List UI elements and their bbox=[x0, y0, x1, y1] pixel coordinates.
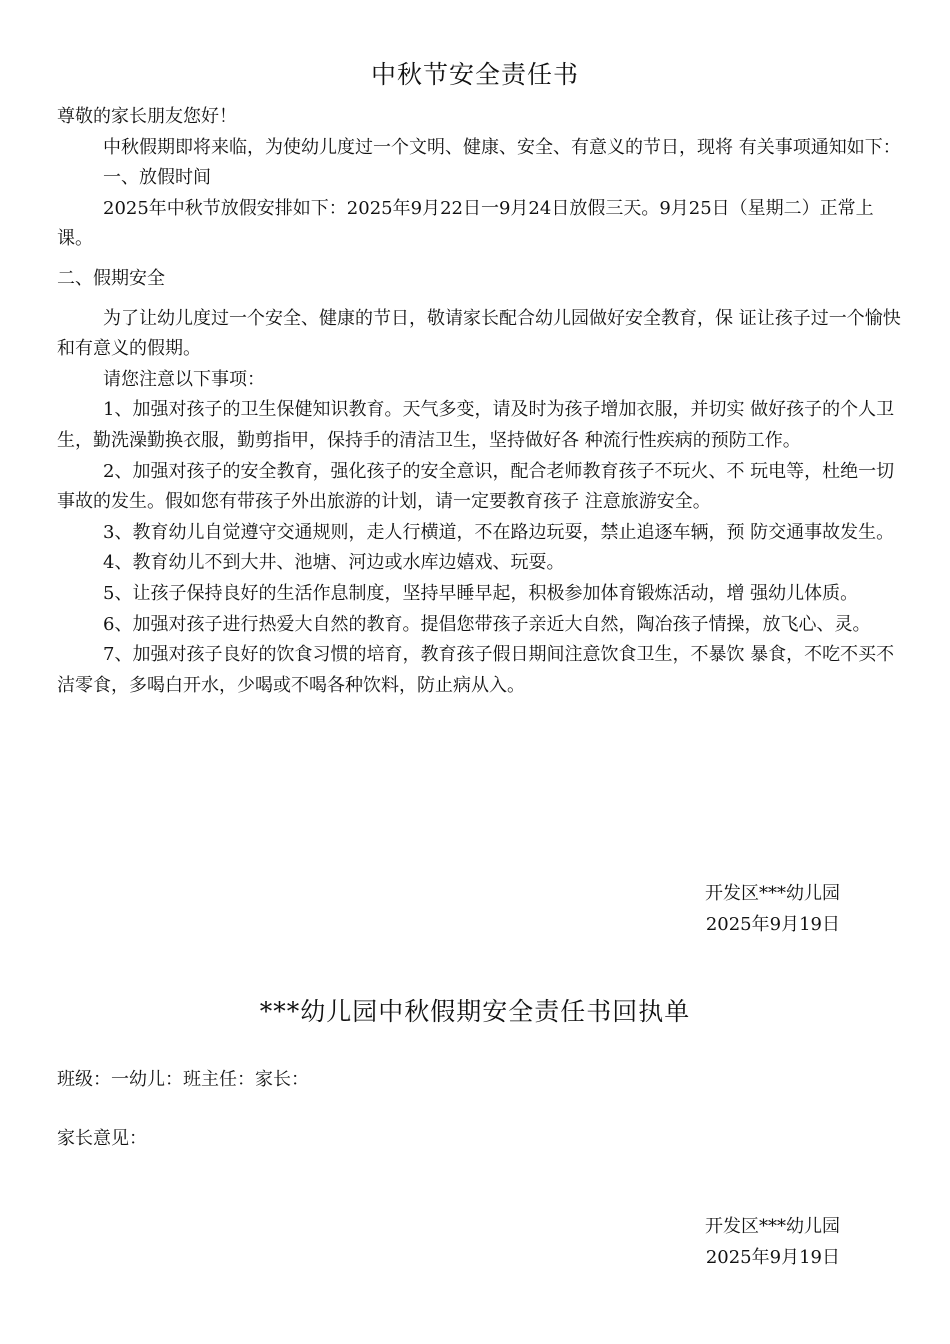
notice-lead: 请您注意以下事项： bbox=[103, 368, 265, 390]
receipt-class-line: 班级：一幼儿：班主任：家长： bbox=[57, 1069, 309, 1090]
notice-item-6: 6、加强对孩子进行热爱大自然的教育。提倡您带孩子亲近大自然，陶冶孩子情操，放飞心、灵。 bbox=[103, 613, 871, 635]
receipt-title: ***幼儿园中秋假期安全责任书回执单 bbox=[259, 997, 691, 1026]
section-1-text: 2025年中秋节放假安排如下：2025年9月22日一9月24日放假三天。9月25日（星期二）正常上课。 bbox=[57, 197, 874, 250]
receipt-signature-org: 开发区***幼儿园 bbox=[705, 1216, 840, 1237]
notice-item-5: 5、让孩子保持良好的生活作息制度，坚持早睡早起，积极参加体育锻炼活动，增 强幼儿体质。 bbox=[103, 582, 859, 604]
notice-item-7: 7、加强对孩子良好的饮食习惯的培育，教育孩子假日期间注意饮食卫生，不暴饮 暴食，不吃不买不洁零食，多喝白开水，少喝或不喝各种饮料，防止病从入。 bbox=[57, 644, 895, 696]
notice-item-1: 1、加强对孩子的卫生保健知识教育。天气多变，请及时为孩子增加衣服，并切实 做好孩子的个人卫生，勤洗澡勤换衣服，勤剪指甲，保持手的清洁卫生，坚持做好各 种流行性疾病的预防工作。 bbox=[57, 399, 895, 451]
document-title: 中秋节安全责任书 bbox=[370, 60, 579, 89]
section-2-heading: 二、假期安全 bbox=[57, 267, 165, 289]
notice-item-3: 3、教育幼儿自觉遵守交通规则，走人行横道，不在路边玩耍，禁止追逐车辆，预 防交通事故发生。 bbox=[103, 521, 895, 543]
greeting: 尊敬的家长朋友您好！ bbox=[57, 106, 237, 127]
intro-paragraph: 中秋假期即将来临，为使幼儿度过一个文明、健康、安全、有意义的节日，现将 有关事项通知如下： bbox=[103, 136, 901, 158]
notice-item-2: 2、加强对孩子的安全教育，强化孩子的安全意识，配合老师教育孩子不玩火、不 玩电等，杜绝一切事故的发生。假如您有带孩子外出旅游的计划，请一定要教育孩子 注意旅游安全。 bbox=[57, 460, 895, 513]
notice-body bbox=[57, 102, 905, 701]
notice-signature-date: 2025年9月19日 bbox=[705, 914, 840, 935]
receipt-signature-date: 2025年9月19日 bbox=[705, 1247, 840, 1268]
notice-signature-org: 开发区***幼儿园 bbox=[705, 883, 840, 904]
notice-item-4: 4、教育幼儿不到大井、池塘、河边或水库边嬉戏、玩耍。 bbox=[103, 552, 565, 574]
section-2-intro: 为了让幼儿度过一个安全、健康的节日，敬请家长配合幼儿园做好安全教育，保 证让孩子过一个愉快和有意义的假期。 bbox=[57, 307, 901, 360]
receipt-opinion-label: 家长意见： bbox=[57, 1128, 147, 1149]
section-1-heading: 一、放假时间 bbox=[103, 167, 211, 189]
